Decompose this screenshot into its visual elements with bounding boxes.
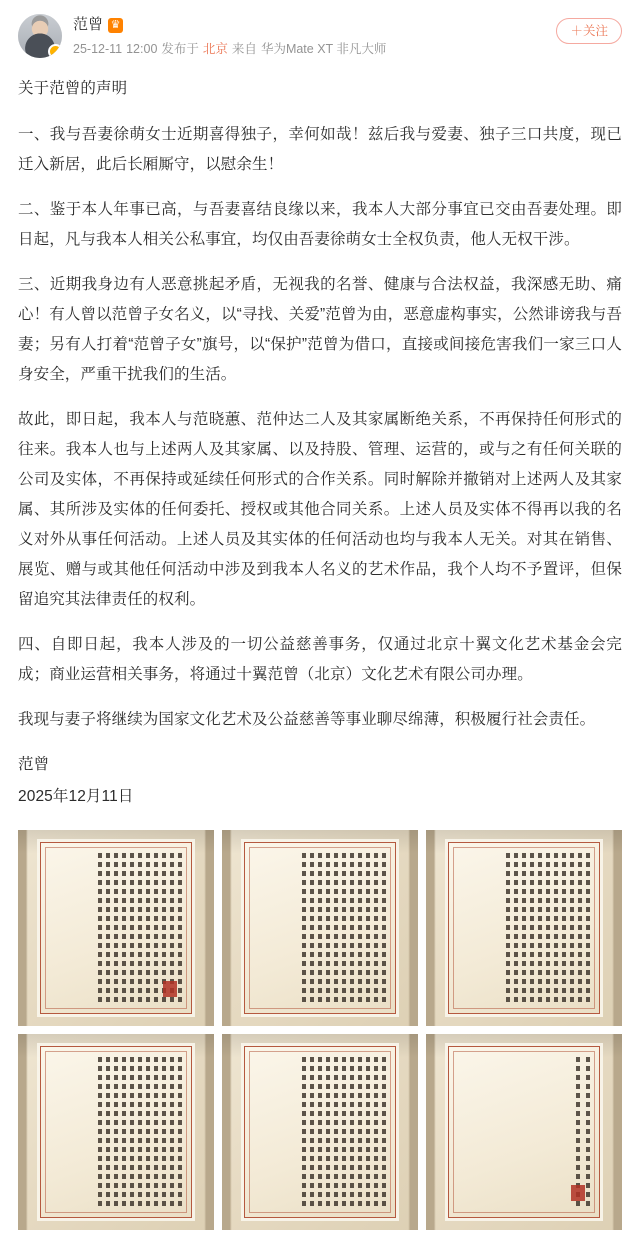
- manuscript-image-3[interactable]: [426, 830, 622, 1026]
- manuscript-paper-6: [448, 1046, 601, 1219]
- manuscript-columns-3: [458, 853, 591, 1004]
- post-location[interactable]: 北京: [202, 42, 228, 56]
- red-seal-icon: [571, 1185, 585, 1201]
- manuscript-image-1[interactable]: [18, 830, 214, 1026]
- post-time: 12:00: [126, 42, 158, 56]
- manuscript-columns-5: [254, 1057, 387, 1208]
- author-block: [73, 14, 622, 58]
- manuscript-paper-2: [244, 842, 397, 1015]
- publish-prefix: 发布于: [161, 42, 199, 56]
- author-name[interactable]: 范曾: [73, 16, 104, 33]
- manuscript-photo-5: [222, 1034, 418, 1230]
- manuscript-paper-1: [40, 842, 193, 1015]
- manuscript-photo-1: [18, 830, 214, 1026]
- manuscript-image-2[interactable]: [222, 830, 418, 1026]
- manuscript-columns-4: [50, 1057, 183, 1208]
- statement-signature-date: 2025年12月11日: [18, 788, 134, 805]
- crown-icon: ♛: [108, 18, 123, 33]
- from-prefix: 来自: [231, 42, 257, 56]
- post-date: 25-12-11: [73, 42, 123, 56]
- manuscript-photo-2: [222, 830, 418, 1026]
- manuscript-image-6[interactable]: [426, 1034, 622, 1230]
- statement-paragraph-2: 二、鉴于本人年事已高，与吾妻喜结良缘以来，我本人大部分事宜已交由吾妻处理。即日起，凡与我本人相关公私事宜，均仅由吾妻徐萌女士全权负责，他人无权干涉。: [18, 201, 622, 248]
- manuscript-photo-3: [426, 830, 622, 1026]
- manuscript-image-4[interactable]: [18, 1034, 214, 1230]
- manuscript-columns-2: [254, 853, 387, 1004]
- manuscript-paper-4: [40, 1046, 193, 1219]
- manuscript-photo-4: [18, 1034, 214, 1230]
- post-header: [18, 14, 622, 58]
- manuscript-photo-6: [426, 1034, 622, 1230]
- statement-paragraph-3: 三、近期我身边有人恶意挑起矛盾，无视我的名誉、健康与合法权益，我深感无助、痛心！有人曾以范曾子女名义，以“寻找、关爱”范曾为由，恶意虚构事实，公然诽谤我与吾妻；另有人打着“范曾子女”旗号，以“保护”范曾为借口，直接或间接危害我们一家三口人身安全，严重干扰我们的生活。: [18, 276, 622, 383]
- manuscript-image-5[interactable]: [222, 1034, 418, 1230]
- statement-paragraph-5: 四、自即日起，我本人涉及的一切公益慈善事务，仅通过北京十翼文化艺术基金会完成；商业运营相关事务，将通过十翼范曾（北京）文化艺术有限公司办理。: [18, 636, 622, 683]
- statement-paragraph-6: 我现与妻子将继续为国家文化艺术及公益慈善等事业聊尽绵薄，积极履行社会责任。: [18, 711, 596, 728]
- manuscript-paper-3: [448, 842, 601, 1015]
- follow-button[interactable]: ＋关注: [556, 18, 622, 44]
- image-grid: [18, 830, 622, 1242]
- statement-signature: 范曾: [18, 756, 50, 773]
- statement-title: 关于范曾的声明: [18, 80, 128, 97]
- post-device[interactable]: 华为Mate XT 非凡大师: [260, 42, 387, 56]
- avatar[interactable]: [18, 14, 62, 58]
- red-seal-icon: [163, 981, 177, 997]
- post-content: [18, 74, 622, 812]
- manuscript-paper-5: [244, 1046, 397, 1219]
- author-name-row: [73, 15, 622, 35]
- verified-badge-icon: [48, 44, 62, 58]
- statement-paragraph-4: 故此，即日起，我本人与范晓蕙、范仲达二人及其家属断绝关系，不再保持任何形式的往来。我本人也与上述两人及其家属、以及持股、管理、运营的，或与之有任何关联的公司及实体，不再保持或延续任何形式的合作关系。同时解除并撤销对上述两人及其家属、其所涉及实体的任何委托、授权或其他合同关系。上述人员及实体不得再以我的名义对外从事任何活动。上述人员及其实体的任何活动也均与我本人无关。对其在销售、展览、赠与或其他任何活动中涉及到我本人名义的艺术作品，我个人均不予置评，但保留追究其法律责任的权利。: [18, 411, 622, 608]
- post-meta: [73, 40, 622, 58]
- statement-paragraph-1: 一、我与吾妻徐萌女士近期喜得独子，幸何如哉！兹后我与爱妻、独子三口共度，现已迁入新居，此后长厢厮守，以慰余生！: [18, 126, 622, 173]
